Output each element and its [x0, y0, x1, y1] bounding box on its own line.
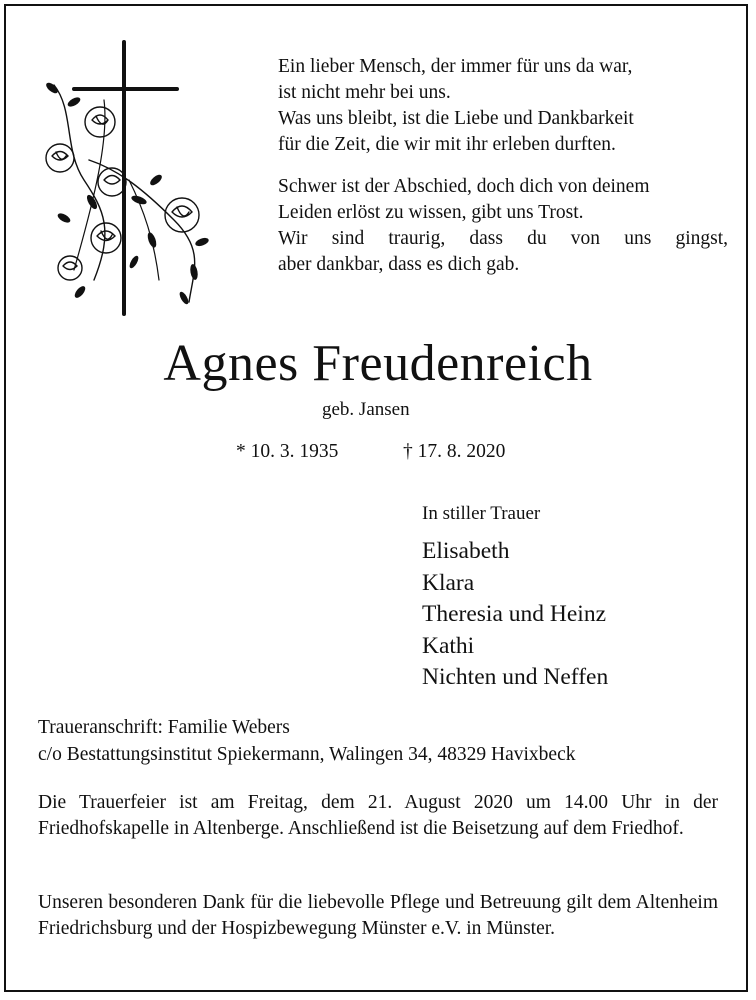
mourner-name: Elisabeth — [422, 538, 510, 564]
mourning-address — [38, 714, 576, 768]
thanks-notice: Unseren besonderen Dank für die liebevolle Pflege und Betreuung gilt dem Altenheim Friedrichsburg und der Hospizbewegung Münster e.V. in Münster. — [38, 892, 718, 939]
poem-line: für die Zeit, die wir mit ihr erleben durften. — [278, 134, 616, 155]
poem-line: Leiden erlöst zu wissen, gibt uns Trost. — [278, 202, 584, 223]
mourner-name: Klara — [422, 569, 475, 596]
death-date: † 17. 8. 2020 — [403, 441, 506, 462]
maiden-name: geb. Jansen — [322, 399, 410, 420]
address-line: Traueranschrift: Familie Webers — [38, 717, 290, 738]
poem — [278, 54, 728, 278]
poem-line: Ein lieber Mensch, der immer für uns da war, — [278, 56, 633, 77]
cross-with-roses-icon — [34, 40, 224, 316]
mourner-name: Kathi — [422, 632, 475, 659]
ceremony-notice: Die Trauerfeier ist am Freitag, dem 21. August 2020 um 14.00 Uhr in der Friedhofskapelle in Altenberge. Anschließend ist die Beisetzung auf dem Friedhof. — [38, 792, 718, 839]
poem-line: Was uns bleibt, ist die Liebe und Dankbarkeit — [278, 108, 634, 129]
mourner-name: Theresia und Heinz — [422, 601, 607, 627]
deceased-name: Agnes Freudenreich — [163, 335, 593, 392]
poem-line: aber dankbar, dass es dich gab. — [278, 254, 520, 275]
mourning-label: In stiller Trauer — [422, 503, 541, 524]
birth-date: * 10. 3. 1935 — [236, 441, 339, 462]
mourner-name: Nichten und Neffen — [422, 664, 609, 690]
poem-line: Wir sind traurig, dass du von uns gingst, — [278, 228, 728, 249]
poem-stanza-2 — [278, 174, 728, 278]
poem-stanza-1 — [278, 54, 728, 158]
address-line: c/o Bestattungsinstitut Spiekermann, Walingen 34, 48329 Havixbeck — [38, 744, 576, 765]
mourners-list — [422, 536, 608, 694]
poem-line: ist nicht mehr bei uns. — [278, 82, 451, 103]
poem-line: Schwer ist der Abschied, doch dich von deinem — [278, 176, 650, 197]
